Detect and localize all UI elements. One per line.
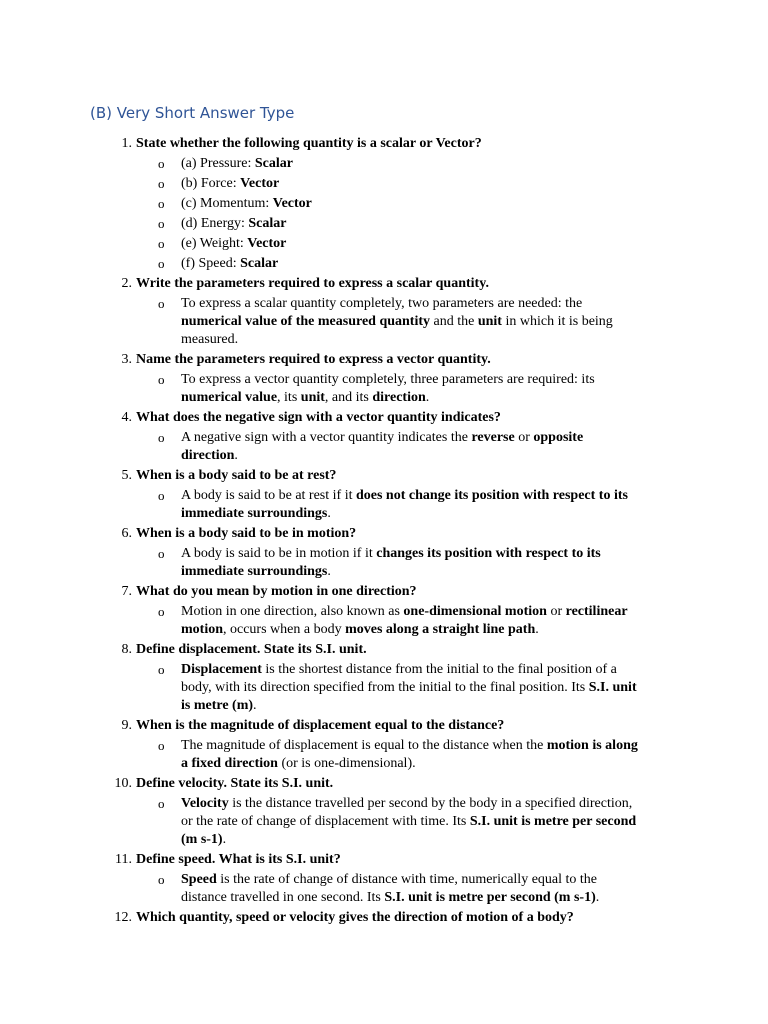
answer-line [181, 813, 636, 830]
bullet-icon: o [158, 738, 165, 753]
bullet-icon: o [158, 196, 165, 211]
bold-text: direction [372, 390, 426, 405]
text-run: The magnitude of displacement is equal to the distance when the [181, 738, 547, 753]
answer-line [181, 737, 638, 754]
text-run: body, with its direction specified from the initial to the final position. Its [181, 680, 589, 695]
question-number: 4. [121, 410, 132, 425]
question-text: Write the parameters required to express a scalar quantity. [136, 276, 489, 291]
answer-line [181, 889, 599, 906]
text-run: (c) Momentum: [181, 196, 273, 211]
bullet-icon: o [158, 488, 165, 503]
text-run: . [327, 506, 331, 521]
question-text: Name the parameters required to express a vector quantity. [136, 352, 491, 367]
answer-line [181, 871, 597, 888]
bullet-icon: o [158, 546, 165, 561]
text-run: . [595, 890, 600, 905]
bullet-icon: o [158, 372, 165, 387]
question-text: Define displacement. State its S.I. unit. [136, 642, 367, 657]
bold-text: unit [300, 390, 325, 405]
answer-line [181, 661, 617, 678]
bold-text: reverse [471, 430, 515, 445]
question-number: 3. [121, 352, 132, 367]
bold-text: Displacement [181, 662, 262, 677]
text-run: . [425, 390, 430, 405]
bullet-icon: o [158, 176, 165, 191]
text-run: or [546, 604, 566, 619]
bold-text: does not change its position with respect to its [355, 488, 628, 503]
bold-text: one-dimensional motion [403, 604, 547, 619]
bold-text: Vector [247, 236, 287, 251]
question-text: When is a body said to be in motion? [136, 526, 357, 541]
bullet-icon: o [158, 156, 165, 171]
text-run: , occurs when a body [223, 622, 346, 637]
answer-line [181, 313, 613, 330]
text-run: To express a vector quantity completely, three parameters are required: its [181, 372, 595, 387]
bold-text: S.I. unit [588, 680, 637, 695]
answer-line [181, 545, 601, 562]
bold-text: Scalar [254, 156, 293, 171]
answer-line [181, 371, 595, 388]
text-run: (d) Energy: [181, 216, 249, 231]
answer-line [181, 195, 312, 212]
bold-text: immediate surroundings [181, 564, 328, 579]
answer-line [181, 331, 238, 348]
question-text: Define velocity. State its S.I. unit. [136, 776, 334, 791]
section-heading: (B) Very Short Answer Type [90, 104, 295, 122]
answer-line [181, 429, 583, 446]
bullet-icon: o [158, 256, 165, 271]
question-number: 12. [114, 910, 132, 925]
text-run: (a) Pressure: [181, 156, 255, 171]
question-text: Define speed. What is its S.I. unit? [136, 852, 341, 867]
bold-text: is metre (m) [181, 698, 254, 713]
bold-text: opposite [533, 430, 584, 445]
question-text: What does the negative sign with a vector quantity indicates? [136, 410, 501, 425]
text-run: . [535, 622, 539, 637]
text-run: is the shortest distance from the initial to the final position of a [261, 662, 617, 677]
text-run: . [253, 698, 257, 713]
answer-line [181, 679, 637, 696]
bold-text: Scalar [240, 256, 279, 271]
answer-line [181, 215, 287, 232]
answer-line [181, 389, 429, 406]
question-text: When is a body said to be at rest? [136, 468, 337, 483]
text-run: measured. [181, 332, 239, 347]
bullet-icon: o [158, 796, 165, 811]
bullet-icon: o [158, 430, 165, 445]
bold-text: numerical value [181, 390, 278, 405]
bold-text: unit [477, 314, 502, 329]
text-run: , and its [324, 390, 373, 405]
question-number: 1. [121, 136, 132, 151]
answer-line [181, 235, 286, 252]
bold-text: moves along a straight line path [345, 622, 536, 637]
question-number: 2. [121, 276, 132, 291]
question-text: Which quantity, speed or velocity gives the direction of motion of a body? [136, 910, 574, 925]
answer-line [181, 295, 582, 312]
bold-text: direction [181, 448, 235, 463]
text-run: in which it is being [501, 314, 613, 329]
text-run: . [222, 832, 227, 847]
bold-text: S.I. unit is metre per second [469, 814, 637, 829]
question-number: 11. [115, 852, 132, 867]
answer-line [181, 175, 279, 192]
question-number: 6. [121, 526, 132, 541]
answer-line [181, 487, 628, 504]
question-text: When is the magnitude of displacement equal to the distance? [136, 718, 505, 733]
answer-line [181, 255, 278, 272]
text-run: distance travelled in one second. Its [181, 890, 385, 905]
question-number: 5. [121, 468, 132, 483]
text-run: (b) Force: [181, 176, 241, 191]
answer-line [181, 447, 238, 464]
bullet-icon: o [158, 872, 165, 887]
bullet-icon: o [158, 604, 165, 619]
answer-line [181, 603, 628, 620]
bullet-icon: o [158, 662, 165, 677]
text-run: To express a scalar quantity completely, two parameters are needed: the [181, 296, 583, 311]
question-number: 10. [114, 776, 132, 791]
text-run: (f) Speed: [181, 256, 241, 271]
bullet-icon: o [158, 296, 165, 311]
text-run: or [514, 430, 534, 445]
answer-line [181, 563, 331, 580]
bold-text: S.I. unit is metre per second (m s-1) [384, 890, 596, 905]
text-run: A body is said to be in motion if it [181, 546, 377, 561]
bold-text: motion is along [546, 738, 638, 753]
bold-text: rectilinear [565, 604, 628, 619]
answer-line [181, 621, 539, 638]
question-text: What do you mean by motion in one direction? [136, 584, 417, 599]
text-run: (e) Weight: [181, 236, 248, 251]
bold-text: Speed [181, 872, 217, 887]
bold-text: a fixed direction [181, 756, 278, 771]
bold-text: Velocity [181, 796, 229, 811]
bold-text: numerical value of the measured quantity [181, 314, 431, 329]
answer-line [181, 795, 632, 812]
text-run: A body is said to be at rest if it [181, 488, 356, 503]
bold-text: Scalar [248, 216, 287, 231]
text-run: (or is one-dimensional). [277, 756, 416, 771]
text-run: or the rate of change of displacement with time. Its [181, 814, 470, 829]
text-run: Motion in one direction, also known as [181, 604, 404, 619]
question-text: State whether the following quantity is a scalar or Vector? [136, 136, 482, 151]
text-run: . [327, 564, 331, 579]
bold-text: Vector [240, 176, 280, 191]
bullet-icon: o [158, 216, 165, 231]
bold-text: motion [181, 622, 223, 637]
text-run: , its [277, 390, 301, 405]
answer-line [181, 155, 293, 172]
bold-text: immediate surroundings [181, 506, 328, 521]
question-number: 9. [121, 718, 132, 733]
bold-text: Vector [272, 196, 312, 211]
answer-line [181, 755, 416, 772]
text-run: is the distance travelled per second by the body in a specified direction, [228, 796, 633, 811]
question-number: 7. [121, 584, 132, 599]
answer-line [181, 697, 257, 714]
bullet-icon: o [158, 236, 165, 251]
text-run: is the rate of change of distance with time, numerically equal to the [216, 872, 597, 887]
question-number: 8. [121, 642, 132, 657]
text-run: A negative sign with a vector quantity indicates the [181, 430, 472, 445]
text-run: and the [430, 314, 478, 329]
answer-line [181, 831, 226, 848]
text-run: . [234, 448, 238, 463]
bold-text: (m s-1) [181, 832, 223, 847]
answer-line [181, 505, 331, 522]
bold-text: changes its position with respect to its [376, 546, 601, 561]
